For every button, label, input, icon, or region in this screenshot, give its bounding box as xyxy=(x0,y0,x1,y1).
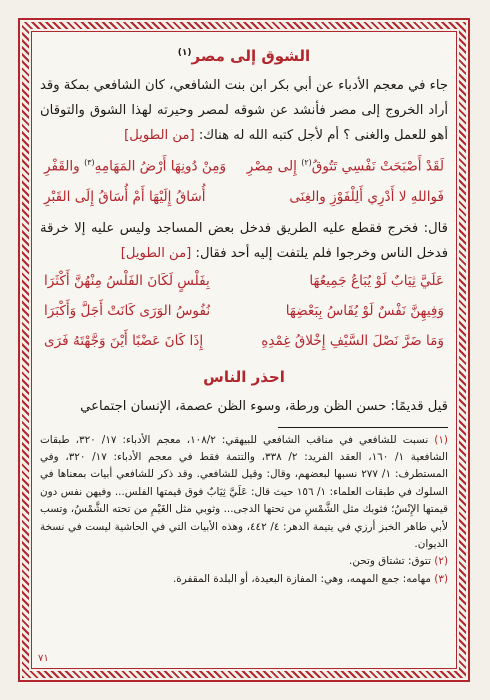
footnote-divider xyxy=(278,427,448,428)
verse-line xyxy=(40,326,448,356)
footnote-item: (٢) تتوق: تشتاق وتحن. xyxy=(349,555,448,568)
verse-second-hemistich: بِفَلْسٍ لَكَانَ الفَلْسُ مِنْهُنَّ أَكْثَرَا xyxy=(44,272,210,289)
verse-first-hemistich: وَمَا ضَرَّ نَصْلَ السَّيْفِ إِخْلاقُ غِمْدِهِ xyxy=(261,332,444,349)
verse-line xyxy=(40,266,448,296)
verse-second-hemistich: نُفُوسُ الوَرَى كَانَتْ أَجَلَّ وَأَكْبَرَا xyxy=(44,302,211,319)
footnote-item: (٣) مهامه: جمع المهمه، وهي: المفازة البعيدة، أو البلدة المقفرة. xyxy=(172,572,448,585)
verse-second-hemistich: وَمِنْ دُونِهَا أَرْضُ المَهَامِهِ$^{(٣)}$ والقَفْرِ xyxy=(44,158,227,175)
verse-line xyxy=(40,296,448,326)
footnote-item: (١) نسبت للشافعي في مناقب الشافعي للبيهقي: ١٠٨/٢، معجم الأدباء: ١٧/ ٣٢٠، طبقات الشافعية ١/ ١٦٠، العقد الفريد: ٢/ ٣٣٨، والتتمة فقط في معجم الأدباء: ١٧/ ٣٢٠، وفي المستطرف: ١/ ٢٧٧ نسبها لبعضهم، وقال: وقيل للشافعي. وقد ذكر للشافعي أبيات بمعناها في السلوك في طبقات العلماء: ١/ ١٥٦ حيث قال: عَلَيَّ ثِيَابٌ فوق قيمتها الفلس... وفيهن نفس دون قيمتها الإِنْسُ؛ فثوبك مثل الشَّمْسِ من تحتها الدجى... وثوبي مثل الغَيْمِ من تحته الشَّمْسُ، وتسب لأبي طاهر الخبز أرزي في يتيمة الدهر: ٤/ ٤٤٢، وهذه الأبيات التي في الحاشية ليست في نسخة الديوان. xyxy=(40,433,448,550)
verse-first-hemistich: فَواللهِ لا أَدْرِي أَلِلْفَوْزِ والغِنَى xyxy=(289,188,444,205)
meter-label: [من الطويل] xyxy=(120,245,192,261)
verse-second-hemistich: أُسَاقُ إِلَيْهَا أَمْ أُسَاقُ إِلَى القَبْرِ xyxy=(44,188,206,205)
verse-second-hemistich: إِذَا كَانَ عَضْبًا أَيْنَ وَجَّهْتَهُ فَرَى xyxy=(44,332,204,349)
intro-paragraph xyxy=(40,73,448,148)
story-text: قال: فخرج فقطع عليه الطريق فدخل بعض المساجد وليس عليه إلا خرقة فدخل الناس وخرجوا فلم يلتفت إليه أحد فقال: xyxy=(40,220,448,261)
intro-text: جاء في معجم الأدباء عن أبي بكر ابن بنت الشافعي، كان الشافعي بمكة وقد أراد الخروج إلى مصر فأنشد عن شوقه لمصر وحيرته لهذا الشوق والتوقان أهو للعمل والغنى ؟ أم لأجل كتبه الله له هناك: xyxy=(40,78,448,143)
verse-line xyxy=(40,148,448,182)
section-title-shawq xyxy=(40,42,448,67)
verse-line xyxy=(40,182,448,212)
page-number: ٧١ xyxy=(38,653,49,664)
page-content xyxy=(40,34,448,664)
meter-label: [من الطويل] xyxy=(124,128,195,143)
verse-first-hemistich: لَقَدْ أَصْبَحَتْ نَفْسِي تَتُوقُ$^{(٢)}$ إِلى مِصْرِ xyxy=(246,158,444,175)
footnotes xyxy=(40,432,448,589)
story-paragraph xyxy=(40,216,448,266)
section-title-beware: احذر الناس xyxy=(203,367,285,386)
section-title-text: الشوق إلى مصر xyxy=(191,47,311,65)
footnote-ref: (١) xyxy=(177,48,192,58)
verse-first-hemistich: عَلَيَّ ثِيَابٌ لَوْ يُبَاعُ جَمِيعُهَا xyxy=(309,272,444,289)
beware-paragraph: قيل قديمًا: حسن الظن ورطة، وسوء الظن عصمة، الإنسان اجتماعي xyxy=(80,398,448,414)
verse-first-hemistich: وَفِيهِنَّ نَفْسٌ لَوْ يُقَاسُ بِبَعْضِهَا xyxy=(285,302,444,319)
